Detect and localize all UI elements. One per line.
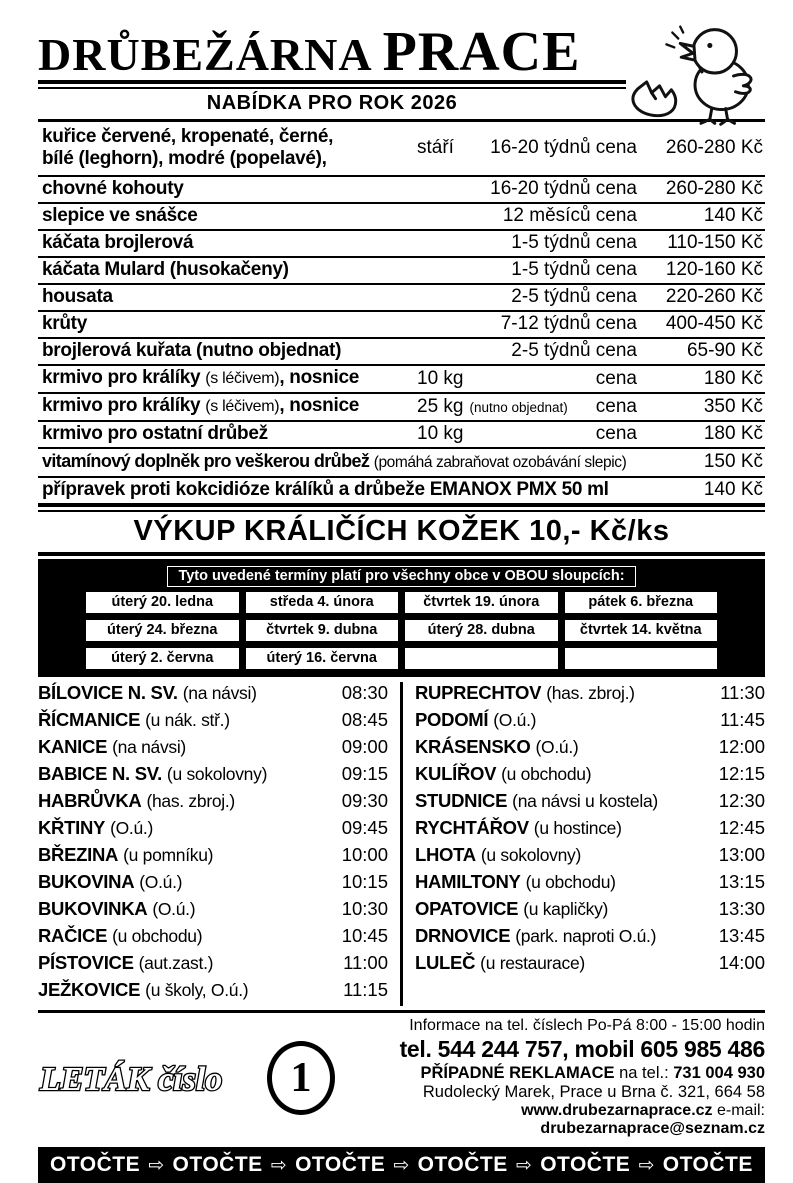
village-note: (has. zbroj.) (146, 791, 235, 811)
item-age-cena: 2-5 týdnů cena (511, 340, 637, 361)
village-note: (na návsi) (182, 683, 257, 703)
village-time: 11:00 (343, 952, 388, 973)
item-age-cena: 1-5 týdnů cena (511, 232, 637, 253)
footer-contact (338, 1017, 765, 1139)
date-cell: čtvrtek 9. dubna (246, 620, 399, 641)
item-middle (417, 286, 647, 308)
item-price: 220-260 Kč (665, 286, 763, 307)
date-cell (405, 648, 558, 669)
village-row (415, 952, 765, 979)
item-middle (417, 396, 647, 418)
village-column-right (403, 682, 765, 1006)
flyer-page (38, 0, 765, 1183)
arrow-right-icon: ⇨ (516, 1153, 532, 1176)
village-time: 13:30 (718, 898, 765, 919)
item-price: 65-90 Kč (686, 340, 763, 361)
arrow-right-icon: ⇨ (638, 1153, 655, 1176)
turn-over-label: OTOČTE (50, 1152, 141, 1176)
arrow-right-icon: ⇨ (393, 1153, 410, 1176)
item-qty: stáří (417, 137, 454, 158)
village-row (38, 790, 388, 817)
village-note: (u obchodu) (525, 872, 616, 892)
date-cell: úterý 16. června (246, 648, 399, 669)
leaflet-number: 1 (267, 1041, 335, 1115)
village-note: (u sokolovny) (480, 845, 582, 865)
item-age-cena: 7-12 týdnů cena (500, 313, 637, 334)
village-row (38, 952, 388, 979)
item-name: přípravek proti kokcidióze králíků a drůbeže EMANOX PMX 50 ml (42, 479, 609, 500)
turn-over-bar (38, 1147, 765, 1183)
footer-line: Informace na tel. číslech Po-Pá 8:00 - 15:00 hodin (409, 1017, 765, 1034)
village-note: (u restaurace) (480, 953, 585, 973)
village-row (415, 736, 765, 763)
item-name: krmivo pro králíky (s léčivem), nosnice (42, 367, 359, 388)
item-price: 120-160 Kč (665, 259, 763, 280)
village-time: 09:30 (341, 790, 388, 811)
date-cell: úterý 20. ledna (86, 592, 239, 613)
price-row (38, 366, 765, 394)
hatched-chick-icon (623, 22, 771, 126)
item-name: krmivo pro králíky (s léčivem), nosnice (42, 395, 359, 416)
village-time: 12:00 (718, 736, 765, 757)
item-qty: 10 kg (417, 423, 464, 444)
village-name: KŘTINY (38, 817, 106, 838)
village-name: BŘEZINA (38, 844, 119, 865)
item-name: slepice ve snášce (42, 205, 198, 226)
price-row (38, 449, 765, 478)
item-middle (417, 313, 647, 335)
village-column-left (38, 682, 400, 1006)
footer-line: Rudolecký Marek, Prace u Brna č. 321, 664 58 (422, 1082, 765, 1101)
village-note: (u sokolovny) (166, 764, 268, 784)
turn-over-label: OTOČTE (295, 1152, 386, 1176)
item-name: kuřice červené, kropenaté, černé, bílé (leghorn), modré (popelavé), (42, 126, 334, 169)
village-schedule (38, 677, 765, 1013)
item-middle (417, 259, 647, 281)
village-name: ŘÍCMANICE (38, 709, 141, 730)
buyback-title: VÝKUP KRÁLIČÍCH KOŽEK 10,- Kč/ks (133, 515, 670, 547)
village-time: 09:00 (341, 736, 388, 757)
village-row (38, 817, 388, 844)
footer-line: PŘÍPADNÉ REKLAMACE na tel.: 731 004 930 (420, 1063, 765, 1082)
village-time: 10:30 (341, 898, 388, 919)
village-note: (u obchodu) (112, 926, 203, 946)
item-name: chovné kohouty (42, 178, 184, 199)
village-name: OPATOVICE (415, 898, 519, 919)
village-note: (O.ú.) (110, 818, 153, 838)
village-name: PODOMÍ (415, 709, 489, 730)
item-middle (417, 205, 647, 227)
village-row (415, 790, 765, 817)
village-row (415, 871, 765, 898)
village-row (38, 871, 388, 898)
village-name: RAČICE (38, 925, 108, 946)
village-time: 09:45 (341, 817, 388, 838)
village-note: (u hostince) (533, 818, 622, 838)
item-middle (417, 232, 647, 254)
village-row (38, 979, 388, 1006)
item-price: 400-450 Kč (665, 313, 763, 334)
item-age-cena: 12 měsíců cena (502, 205, 637, 226)
item-price: 140 Kč (703, 479, 763, 500)
village-time: 13:45 (718, 925, 765, 946)
leaflet-label: LETÁK číslo (40, 1060, 223, 1098)
village-name: KULÍŘOV (415, 763, 497, 784)
village-note: (park. naproti O.ú.) (515, 926, 657, 946)
village-row (415, 763, 765, 790)
leaflet-label-art (38, 1052, 253, 1104)
village-row (415, 817, 765, 844)
village-name: RYCHTÁŘOV (415, 817, 529, 838)
date-cell: pátek 6. března (565, 592, 718, 613)
item-middle (417, 340, 647, 362)
village-row (38, 844, 388, 871)
village-note: (u kapličky) (523, 899, 609, 919)
village-name: BABICE N. SV. (38, 763, 162, 784)
village-row (415, 925, 765, 952)
village-note: (O.ú.) (493, 710, 537, 730)
subtitle: NABÍDKA PRO ROK 2026 (206, 92, 458, 114)
village-name: HAMILTONY (415, 871, 521, 892)
page-title (38, 21, 626, 83)
turn-over-label: OTOČTE (172, 1152, 263, 1176)
item-name: káčata Mulard (husokačeny) (42, 259, 289, 280)
item-qty-note: (nutno objednat) (469, 399, 568, 415)
item-price: 260-280 Kč (665, 137, 763, 158)
date-cell: úterý 24. března (86, 620, 239, 641)
price-row (38, 285, 765, 312)
section-rule-bottom (38, 552, 765, 561)
item-middle (417, 178, 647, 200)
item-name: krůty (42, 313, 87, 334)
village-time: 13:00 (718, 844, 765, 865)
dates-grid (86, 592, 717, 669)
item-name: brojlerová kuřata (nutno objednat) (42, 340, 342, 361)
village-time: 14:00 (718, 952, 765, 973)
village-name: RUPRECHTOV (415, 682, 542, 703)
village-row (415, 709, 765, 736)
village-note: (O.ú.) (139, 872, 183, 892)
village-note: (u školy, O.ú.) (145, 980, 249, 1000)
item-price: 140 Kč (703, 205, 763, 226)
price-table (38, 122, 765, 503)
item-middle (417, 368, 647, 390)
village-row (38, 763, 388, 790)
village-time: 12:15 (718, 763, 765, 784)
village-name: BUKOVINA (38, 871, 135, 892)
village-time: 12:45 (718, 817, 765, 838)
price-row (38, 312, 765, 339)
village-name: PÍSTOVICE (38, 952, 134, 973)
section-rule-top (38, 503, 765, 512)
village-time: 13:15 (718, 871, 765, 892)
leaflet-badge (38, 1041, 338, 1115)
price-row (38, 478, 765, 503)
village-name: LULEČ (415, 952, 476, 973)
village-note: (u obchodu) (501, 764, 592, 784)
price-row (38, 122, 765, 177)
footer (38, 1013, 765, 1145)
item-price: 350 Kč (703, 395, 763, 417)
village-name: LHOTA (415, 844, 476, 865)
item-middle (417, 137, 647, 159)
turn-over-label: OTOČTE (662, 1152, 753, 1176)
village-row (38, 709, 388, 736)
village-row (38, 682, 388, 709)
item-middle (417, 423, 647, 445)
village-row (415, 682, 765, 709)
price-row (38, 258, 765, 285)
village-time: 10:00 (341, 844, 388, 865)
village-note: (u nák. stř.) (145, 710, 230, 730)
village-note: (u pomníku) (123, 845, 214, 865)
title-part-2: PRACE (382, 21, 581, 83)
footer-line: tel. 544 244 757, mobil 605 985 486 (399, 1036, 765, 1063)
item-name: vitamínový doplněk pro veškerou drůbež (pomáhá zabraňovat ozobávání slepic) (42, 451, 627, 471)
footer-line: www.drubezarnaprace.cz e-mail: drubezarnaprace@seznam.cz (521, 1101, 765, 1138)
village-note: (aut.zast.) (138, 953, 214, 973)
item-age-cena: 1-5 týdnů cena (511, 259, 637, 280)
village-time: 12:30 (718, 790, 765, 811)
item-price: 150 Kč (703, 451, 763, 472)
village-row (415, 844, 765, 871)
item-age-cena: 16-20 týdnů cena (490, 178, 637, 199)
village-name: KRÁSENSKO (415, 736, 531, 757)
item-qty: 25 kg (417, 395, 464, 417)
item-name: krmivo pro ostatní drůbež (42, 423, 268, 444)
item-age-cena: 2-5 týdnů cena (511, 286, 637, 307)
header-left (38, 21, 626, 119)
village-note: (O.ú.) (152, 899, 196, 919)
village-time: 10:45 (341, 925, 388, 946)
item-age-cena: cena (595, 423, 637, 444)
village-time: 09:15 (341, 763, 388, 784)
village-name: BUKOVINKA (38, 898, 148, 919)
village-row (38, 736, 388, 763)
village-time: 08:45 (341, 709, 388, 730)
village-note: (has. zbroj.) (546, 683, 635, 703)
village-row (38, 925, 388, 952)
village-note: (O.ú.) (535, 737, 579, 757)
price-row (38, 394, 765, 422)
price-row (38, 422, 765, 449)
village-note: (na návsi u kostela) (512, 791, 658, 811)
item-age-cena: cena (595, 395, 637, 417)
price-row (38, 177, 765, 204)
village-time: 11:15 (343, 979, 388, 1000)
price-row (38, 204, 765, 231)
village-name: STUDNICE (415, 790, 508, 811)
date-cell (565, 648, 718, 669)
village-name: BÍLOVICE N. SV. (38, 682, 178, 703)
village-name: KANICE (38, 736, 108, 757)
village-time: 11:30 (720, 682, 765, 703)
village-name: HABRŮVKA (38, 790, 142, 811)
village-time: 10:15 (341, 871, 388, 892)
dates-note: Tyto uvedené termíny platí pro všechny obce v OBOU sloupcích: (167, 566, 635, 587)
price-row (38, 339, 765, 366)
item-name: káčata brojlerová (42, 232, 194, 253)
village-row (38, 898, 388, 925)
item-qty: 10 kg (417, 367, 464, 389)
village-note: (na návsi) (112, 737, 186, 757)
item-age-cena: cena (595, 367, 637, 389)
date-cell: úterý 2. června (86, 648, 239, 669)
village-time: 08:30 (341, 682, 388, 703)
title-part-1: DRŮBEŽÁRNA (38, 29, 373, 80)
dates-box (38, 561, 765, 677)
item-price: 260-280 Kč (665, 178, 763, 199)
village-name: JEŽKOVICE (38, 979, 141, 1000)
village-row (415, 898, 765, 925)
item-age-cena: 16-20 týdnů cena (490, 137, 637, 158)
turn-over-label: OTOČTE (417, 1152, 508, 1176)
village-name: DRNOVICE (415, 925, 511, 946)
item-price: 180 Kč (703, 367, 763, 389)
date-cell: úterý 28. dubna (405, 620, 558, 641)
turn-over-label: OTOČTE (540, 1152, 631, 1176)
village-time: 11:45 (720, 709, 765, 730)
arrow-right-icon: ⇨ (270, 1153, 287, 1176)
header (38, 21, 765, 119)
item-price: 110-150 Kč (667, 232, 763, 253)
arrow-right-icon: ⇨ (148, 1153, 165, 1176)
date-cell: čtvrtek 14. května (565, 620, 718, 641)
date-cell: středa 4. února (246, 592, 399, 613)
price-row (38, 231, 765, 258)
item-price: 180 Kč (703, 423, 763, 444)
date-cell: čtvrtek 19. února (405, 592, 558, 613)
item-name: housata (42, 286, 113, 307)
